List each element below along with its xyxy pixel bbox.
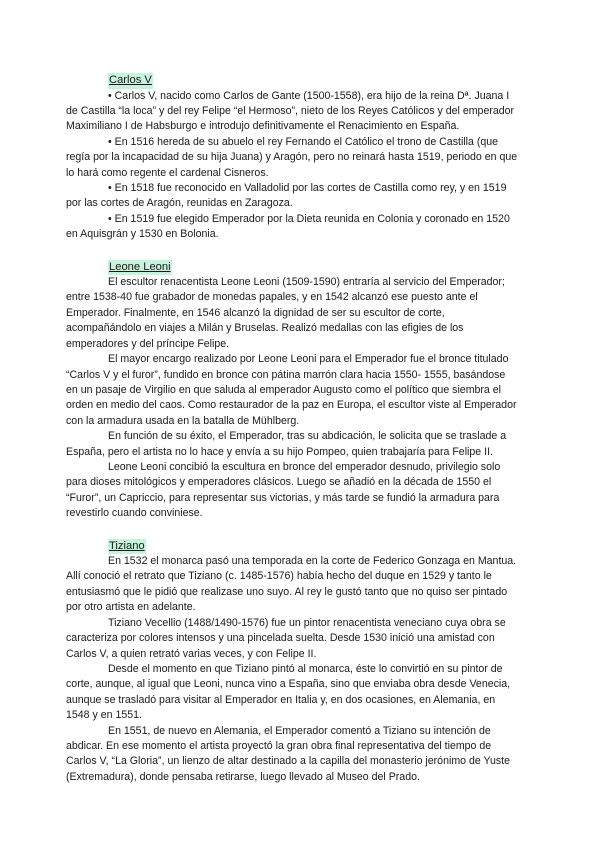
section-heading: Tiziano (108, 539, 146, 555)
paragraph: En 1551, de nuevo en Alemania, el Emperador comentó a Tiziano su intención de abdicar. En ese momento el artista proyectó la gran obra final representativa del tiempo de Carlos V, “La Gloria”, un lienzo de altar destinado a la capilla del monasterio jerónimo de Yuste (Extremadura), donde pensaba retirarse, luego llevado al Museo del Prado. (66, 724, 511, 783)
paragraph: • En 1518 fue reconocido en Valladolid por las cortes de Castilla como rey, y en 1519 por las cortes de Aragón, reunidas en Zaragoza. (66, 181, 507, 210)
section-tiziano (66, 536, 518, 786)
paragraph: • Carlos V, nacido como Carlos de Gante (1500-1558), era hijo de la reina Dª. Juana I de Castilla “la loca” y del rey Felipe “el Hermoso”, nieto de los Reyes Católicos y del emperador Maximiliano I de Habsburgo e introdujo definitivamente el Renacimiento en España. (66, 89, 515, 133)
section-heading: Carlos V (108, 73, 153, 89)
paragraph: Leone Leoni concibió la escultura en bronce del emperador desnudo, privilegio solo para dioses mitológicos y emperadores clásicos. Luego se añadió en la década de 1550 el “Furor”, un Capriccio, para representar sus victorias, y más tarde se fundió la armadura para revestirlo cuando conviniese. (66, 460, 501, 520)
paragraph: • En 1519 fue elegido Emperador por la Dieta reunida en Colonia y coronado en 1520 en Aquisgrán y 1530 en Bolonia. (66, 212, 510, 241)
paragraph: Desde el momento en que Tiziano pintó al monarca, éste lo convirtió en su pintor de corte, aunque, al igual que Leoni, nunca vino a España, sino que enviaba obra desde Venecia, aunque se trasladó para visitar al Emperador en Italia y, en dos ocasiones, en Alemania, en 1548 y en 1551. (66, 662, 511, 722)
paragraph: En 1532 el monarca pasó una temporada en la corte de Federico Gonzaga en Mantua. Allí conoció el retrato que Tiziano (c. 1485-1576) había hecho del duque en 1529 y tanto le entusiasmó que le pidió que realizase uno suyo. Al rey le gustó tanto que no quiso ser pintado por otro artista en adelante. (66, 555, 517, 614)
section-carlos-v (66, 70, 518, 243)
paragraph: El escultor renacentista Leone Leoni (1509-1590) entraría al servicio del Emperador; entre 1538-40 fue grabador de monedas papales, y en 1542 alcanzó ese puesto ante el Emperador. Finalmente, en 1546 alcanzó la dignidad de ser su escultor de corte, acompañándolo en viajes a Milán y Bruselas. Realizó medallas con las efigies de los emperadores y del príncipe Felipe. (66, 276, 505, 350)
paragraph: • En 1516 hereda de su abuelo el rey Fernando el Católico el trono de Castilla (que regía por la incapacidad de su hija Juana) y Aragón, pero no reinará hasta 1519, periodo en que lo hará como regente el cardenal Cisneros. (66, 135, 518, 179)
paragraph: En función de su éxito, el Emperador, tras su abdicación, le solicita que se traslade a España, pero el artista no lo hace y envía a su hijo Pompeo, quien trabajaría para Felipe II. (66, 430, 507, 458)
section-heading: Leone Leoni (108, 260, 172, 276)
section-leone-leoni (66, 257, 518, 522)
paragraph: Tiziano Vecellio (1488/1490-1576) fue un pintor renacentista veneciano cuya obra se caracteriza por colores intensos y una pincelada suelta. Desde 1530 inició una amistad con Carlos V, a quien retrató varias veces, y con Felipe II. (66, 616, 506, 660)
paragraph: El mayor encargo realizado por Leone Leoni para el Emperador fue el bronce titulado “Carlos V y el furor”, fundido en bronce con pátina marrón clara hacia 1550- 1555, basándose en un pasaje de Virgilio en que saluda al emperador Augusto como el político que siembra el orden en medio del caos. Como restaurador de la paz en Europa, el escultor viste al Emperador con la armadura usada en la batalla de Mühlberg. (66, 353, 517, 427)
